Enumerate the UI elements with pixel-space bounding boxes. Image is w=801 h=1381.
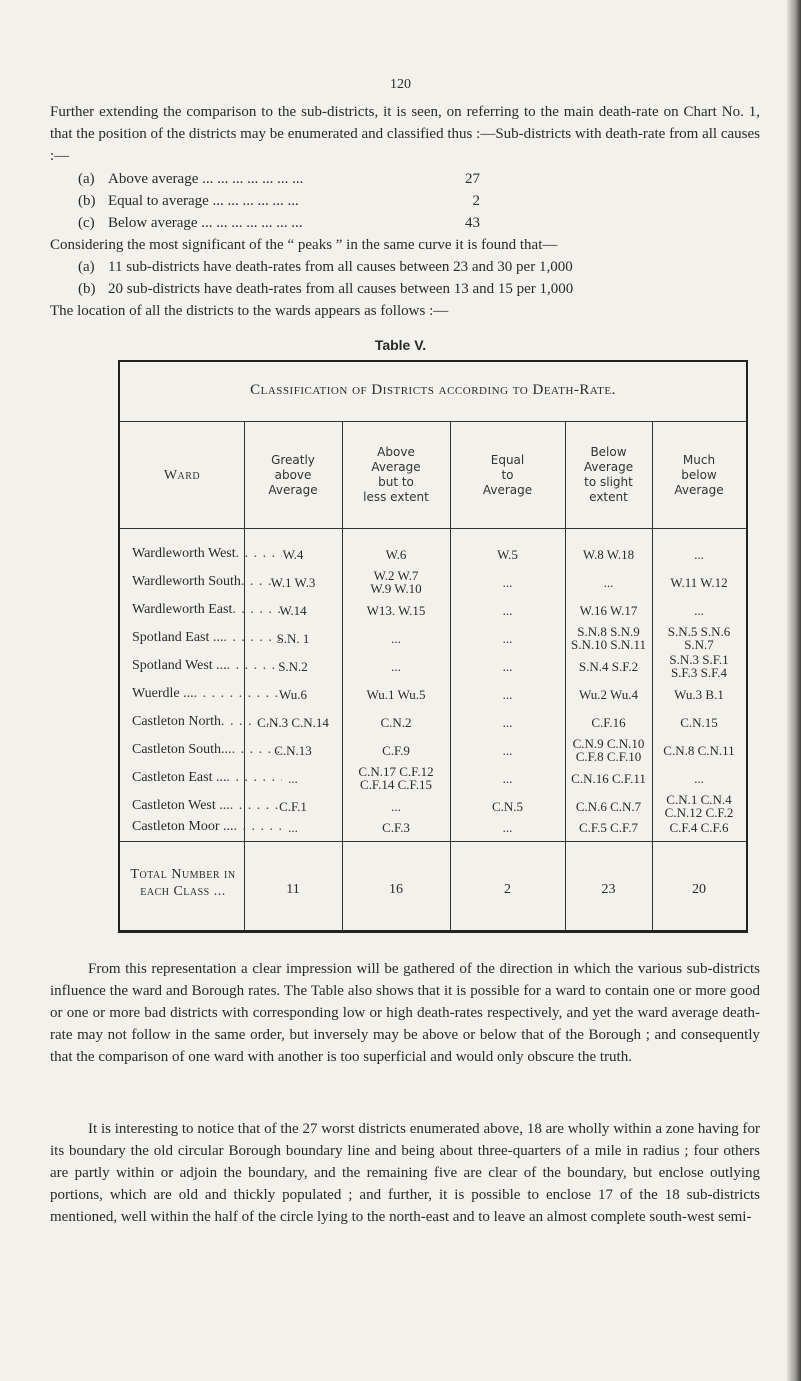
total-cell: 11 [286,882,300,897]
analysis-paragraph-2: It is interesting to notice that of the 27 worst districts enumerated above, 18 are wholly within a zone having for its boundary the old circular Borough boundary line and being about three-quarters of a mile in radius ; four others are partly within or adjoin the boundary, and the remaining five are clear of the boundary, but enclose outlying portions, which are old and thickly populated ; and further, it is possible to enclose 17 of the 18 sub-districts mentioned, well within the half of the circle lying to the north-east and to leave an almost complete south-west semi- [50,1121,760,1225]
table-cell: Wu.6 [279,686,307,702]
ward-name: Castleton South... . . . [132,736,282,764]
table-row [120,596,746,624]
ward-name: Castleton West ... . . . [132,792,282,820]
table-cell: Wu.3 B.1 [674,686,724,702]
peak-text: 11 sub-districts have death-rates from all causes between 23 and 30 per 1,000 [108,259,573,275]
list-text: Above average ... ... ... ... ... ... ... [108,171,304,187]
table-cell: C.N.3 C.N.14 [257,714,329,730]
table-cell: Wu.2 Wu.4 [578,686,638,702]
peak-label: (a) [78,259,95,275]
table-cell: W.1 W.3 [270,574,316,590]
header-above: Above Average but to less extent [363,445,429,504]
table-row [120,813,746,841]
peak-item-b [78,278,573,300]
table-cell: C.N.17 C.F.12 C.F.14 C.F.15 [358,764,434,792]
table-cell: Wu.1 Wu.5 [366,686,426,702]
table-cell: S.N.3 S.F.1 S.F.3 S.F.4 [669,652,729,680]
table-cell: C.N.13 [274,742,312,758]
table-cell: ... [502,602,513,618]
table-cell: ... [502,686,513,702]
ward-name: Wardleworth East . . . [132,596,282,624]
total-cell: 20 [692,882,706,897]
table-cell: ... [502,770,513,786]
table-cell: ... [502,819,513,835]
list-text: Equal to average ... ... ... ... ... ... [108,193,299,209]
page-number: 120 [390,77,411,92]
table-row [120,624,746,652]
table-cell: C.F.9 [382,742,410,758]
table-cell: S.N.4 S.F.2 [578,658,639,674]
ward-name: Castleton East ... . . . [132,764,282,792]
table-cell: W.5 [497,546,518,562]
analysis-paragraph-1: From this representation a clear impression will be gathered of the direction in which the various sub-districts influence the ward and Borough rates. The Table also shows that it is possible for a ward to contain one or more good or one or more bad districts with corresponding low or high death-rates respectively, and yet the ward average death-rate may not follow in the same order, but inversely may be above or below that of the Borough ; and consequently that the comparison of one ward with another is too superficial and would only obscure the truth. [50,961,760,1065]
table-row [120,708,746,736]
peaks-intro: Considering the most significant of the “ peaks ” in the same curve it is found that— [50,237,558,253]
header-below: Below Average to slight extent [583,445,634,504]
ward-name: Wardleworth South . . . [132,568,282,596]
ward-name: Castleton Moor ... . . . [132,813,282,841]
table-cell: C.F.4 C.F.6 [669,819,729,835]
table-title: Table V. [374,337,427,353]
table-cell: C.N.5 [491,798,524,814]
table-cell: W.2 W.7 W.9 W.10 [370,568,422,596]
list-label: (a) [78,171,95,187]
table-cell: C.F.3 [382,819,410,835]
table-cell: W.8 W.18 [582,546,635,562]
table-cell: ... [391,798,401,814]
table-cell: ... [288,770,298,786]
table-cell: W.16 W.17 [579,602,638,618]
header-much-below: Much below Average [674,452,724,497]
table-cell: C.N.15 [680,714,718,730]
table-cell: ... [502,630,513,646]
intro-paragraph: Further extending the comparison to the sub-districts, it is seen, on referring to the main death-rate on Chart No. 1, that the position of the districts may be enumerated and classified thus :—Sub-districts with death-rate from all causes :— [50,104,760,164]
list-item-below [78,212,480,234]
table-cell: W13. W.15 [366,602,426,618]
table-cell: S.N. 1 [276,630,310,646]
table-cell: ... [288,819,298,835]
table-row [120,680,746,708]
table-cell: W.4 [282,546,304,562]
total-cell: 2 [504,882,511,897]
table-cell: ... [694,770,704,786]
table-cell: ... [694,602,704,618]
header-greatly-above: Greatly above Average [268,452,318,497]
table-row [120,736,746,764]
table-cell: C.N.8 C.N.11 [663,742,735,758]
table-cell: W.14 [279,602,307,618]
total-label: Total Number in each Class ... [130,867,236,899]
total-cell: 23 [601,882,616,897]
total-cell: 16 [389,882,403,897]
table-cell: ... [694,546,704,562]
ward-name: Wuerdle ... . . . [132,680,282,708]
ward-name: Spotland West ... . . . [132,652,282,680]
page-edge-shadow [787,0,801,1381]
table-cell: S.N.5 S.N.6 S.N.7 [667,624,731,652]
table-cell: ... [391,658,401,674]
list-value: 2 [472,193,480,209]
table-row [120,568,746,596]
table-cell: C.N.9 C.N.10 C.F.8 C.F.10 [572,736,645,764]
table-cell: C.N.1 C.N.4 C.N.12 C.F.2 [664,792,734,820]
table-cell: ... [502,714,513,730]
table-cell: C.F.5 C.F.7 [579,819,638,835]
list-text: Below average ... ... ... ... ... ... ... [108,215,303,231]
table-cell: W.6 [385,546,407,562]
location-intro: The location of all the districts to the wards appears as follows :— [50,303,449,319]
ward-name: Castleton North . . . [132,708,282,736]
table-row [120,764,746,792]
table-cell: S.N.2 [278,658,308,674]
table-cell: C.F.16 [591,714,626,730]
list-label: (b) [78,193,96,209]
list-label: (c) [78,215,95,231]
peak-text: 20 sub-districts have death-rates from all causes between 13 and 15 per 1,000 [108,281,574,297]
peak-item-a [78,256,573,278]
header-ward: Ward [163,467,201,483]
table-cell: C.N.16 C.F.11 [571,770,646,786]
table-cell: ... [502,574,513,590]
peak-label: (b) [78,281,96,297]
table-cell: ... [391,630,401,646]
table-cell: ... [502,658,513,674]
list-item-equal [78,190,480,212]
table-row [120,652,746,680]
table-caption: Classification of Districts according to Death-Rate. [250,382,616,398]
header-equal: Equal to Average [482,452,533,497]
table-cell: S.N.8 S.N.9 S.N.10 S.N.11 [570,624,646,652]
list-value: 27 [465,171,480,187]
list-item-above [78,168,480,190]
ward-name: Spotland East ... . . . [132,624,282,652]
table-cell: C.F.1 [279,798,307,814]
table-row [120,540,746,568]
table-cell: ... [603,574,614,590]
table-cell: C.N.6 C.N.7 [575,798,642,814]
list-value: 43 [465,215,480,231]
classification-table [118,360,748,933]
table-cell: W.11 W.12 [670,574,728,590]
ward-name: Wardleworth West . . . [132,540,282,568]
table-cell: C.N.2 [380,714,412,730]
table-cell: ... [502,742,513,758]
